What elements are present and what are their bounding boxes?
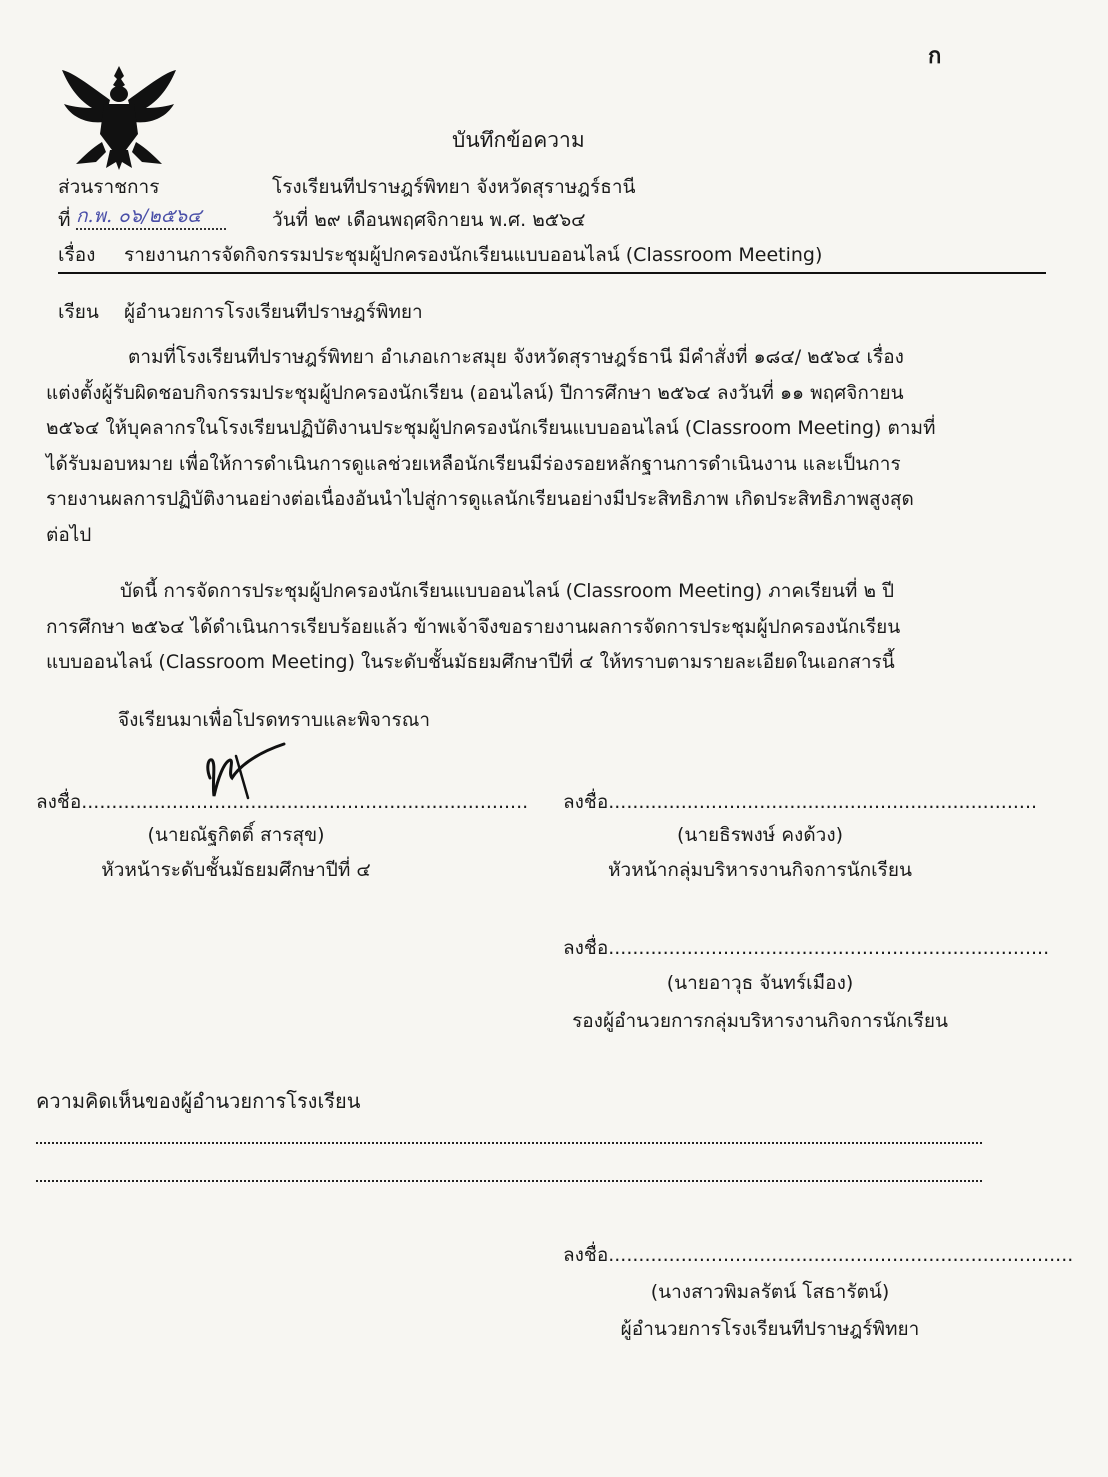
paragraph-line: รายงานผลการปฏิบัติงานอย่างต่อเนื่องอันนำไปสู่การดูแลนักเรียนอย่างมีประสิทธิภาพ เกิดประสิทธิภาพสูงสุด <box>46 488 914 510</box>
body-paragraph-1 <box>46 340 978 553</box>
signer-name-3: (นายอาวุธ จันทร์เมือง) <box>666 972 854 994</box>
agency-label: ส่วนราชการ <box>58 176 160 198</box>
ref-number: ก.พ. ๐๖/๒๕๖๔ <box>76 205 202 227</box>
memo-title: บันทึกข้อความ <box>452 128 585 152</box>
signature-line: ลงชื่อ............................................................................. <box>563 1244 1074 1266</box>
paragraph-line: การศึกษา ๒๕๖๔ ได้ดำเนินการเรียบร้อยแล้ว ข้าพเจ้าจึงขอรายงานผลการจัดการประชุมผู้ปกครองนักเรียน <box>46 615 901 638</box>
signature-line: ลงชื่อ.......................................................................... <box>36 791 529 813</box>
signer-name-4: (นางสาวพิมลรัตน์ โสธารัตน์) <box>650 1281 890 1303</box>
subject-value: รายงานการจัดกิจกรรมประชุมผู้ปกครองนักเรียนแบบออนไลน์ (Classroom Meeting) <box>124 244 823 266</box>
paragraph-line: ต่อไป <box>46 523 92 546</box>
ref-label: ที่ <box>58 209 71 231</box>
signature-line: ลงชื่อ....................................................................... <box>563 791 1038 813</box>
closing-line: จึงเรียนมาเพื่อโปรดทราบและพิจารณา <box>118 709 431 731</box>
signer-position-4: ผู้อำนวยการโรงเรียนทีปราษฎร์พิทยา <box>620 1318 920 1340</box>
signature-block-1 <box>36 787 529 817</box>
page-mark: ก <box>928 44 942 69</box>
paragraph-line: ๒๕๖๔ ให้บุคลากรในโรงเรียนปฏิบัติงานประชุมผู้ปกครองนักเรียนแบบออนไลน์ (Classroom Meeting) ตามที่ <box>46 417 936 439</box>
paragraph-line: ตามที่โรงเรียนทีปราษฎร์พิทยา อำเภอเกาะสมุย จังหวัดสุราษฎร์ธานี มีคำสั่งที่ ๑๘๔/ ๒๕๖๔ เรื่อง <box>128 346 904 368</box>
opinion-dotted-line <box>36 1180 982 1182</box>
paragraph-line: แบบออนไลน์ (Classroom Meeting) ในระดับชั้นมัธยมศึกษาปีที่ ๔ ให้ทราบตามรายละเอียดในเอกสารนี้ <box>46 651 895 673</box>
header-rule <box>58 272 1046 274</box>
to-label: เรียน <box>58 301 99 323</box>
signer-position-3: รองผู้อำนวยการกลุ่มบริหารงานกิจการนักเรียน <box>572 1010 948 1032</box>
signer-position-1: หัวหน้าระดับชั้นมัธยมศึกษาปีที่ ๔ <box>101 859 371 881</box>
signature-line: ลงชื่อ......................................................................... <box>563 937 1050 959</box>
subject-label: เรื่อง <box>58 244 96 266</box>
signer-position-2: หัวหน้ากลุ่มบริหารงานกิจการนักเรียน <box>608 859 912 881</box>
signer-name-2: (นายธิรพงษ์ คงด้วง) <box>676 824 844 846</box>
memo-date: วันที่ ๒๙ เดือนพฤศจิกายน พ.ศ. ๒๕๖๔ <box>272 209 586 231</box>
garuda-emblem <box>58 64 180 172</box>
paragraph-line: ได้รับมอบหมาย เพื่อให้การดำเนินการดูแลช่วยเหลือนักเรียนมีร่องรอยหลักฐานการดำเนินงาน และเป็นการ <box>46 452 901 475</box>
paragraph-line: บัดนี้ การจัดการประชุมผู้ปกครองนักเรียนแบบออนไลน์ (Classroom Meeting) ภาคเรียนที่ ๒ ปี <box>120 580 895 602</box>
to-value: ผู้อำนวยการโรงเรียนทีปราษฎร์พิทยา <box>124 301 423 323</box>
opinion-dotted-line <box>36 1142 982 1144</box>
ref-dotted-line <box>76 228 226 230</box>
paragraph-line: แต่งตั้งผู้รับผิดชอบกิจกรรมประชุมผู้ปกครองนักเรียน (ออนไลน์) ปีการศึกษา ๒๕๖๔ ลงวันที่ ๑๑ พฤศจิกายน <box>46 381 904 404</box>
signer-name-1: (นายณัฐกิตติ์ สารสุข) <box>147 824 325 846</box>
agency-value: โรงเรียนทีปราษฎร์พิทยา จังหวัดสุราษฎร์ธานี <box>272 176 636 198</box>
opinion-label: ความคิดเห็นของผู้อำนวยการโรงเรียน <box>36 1089 361 1113</box>
body-paragraph-2 <box>46 574 978 681</box>
